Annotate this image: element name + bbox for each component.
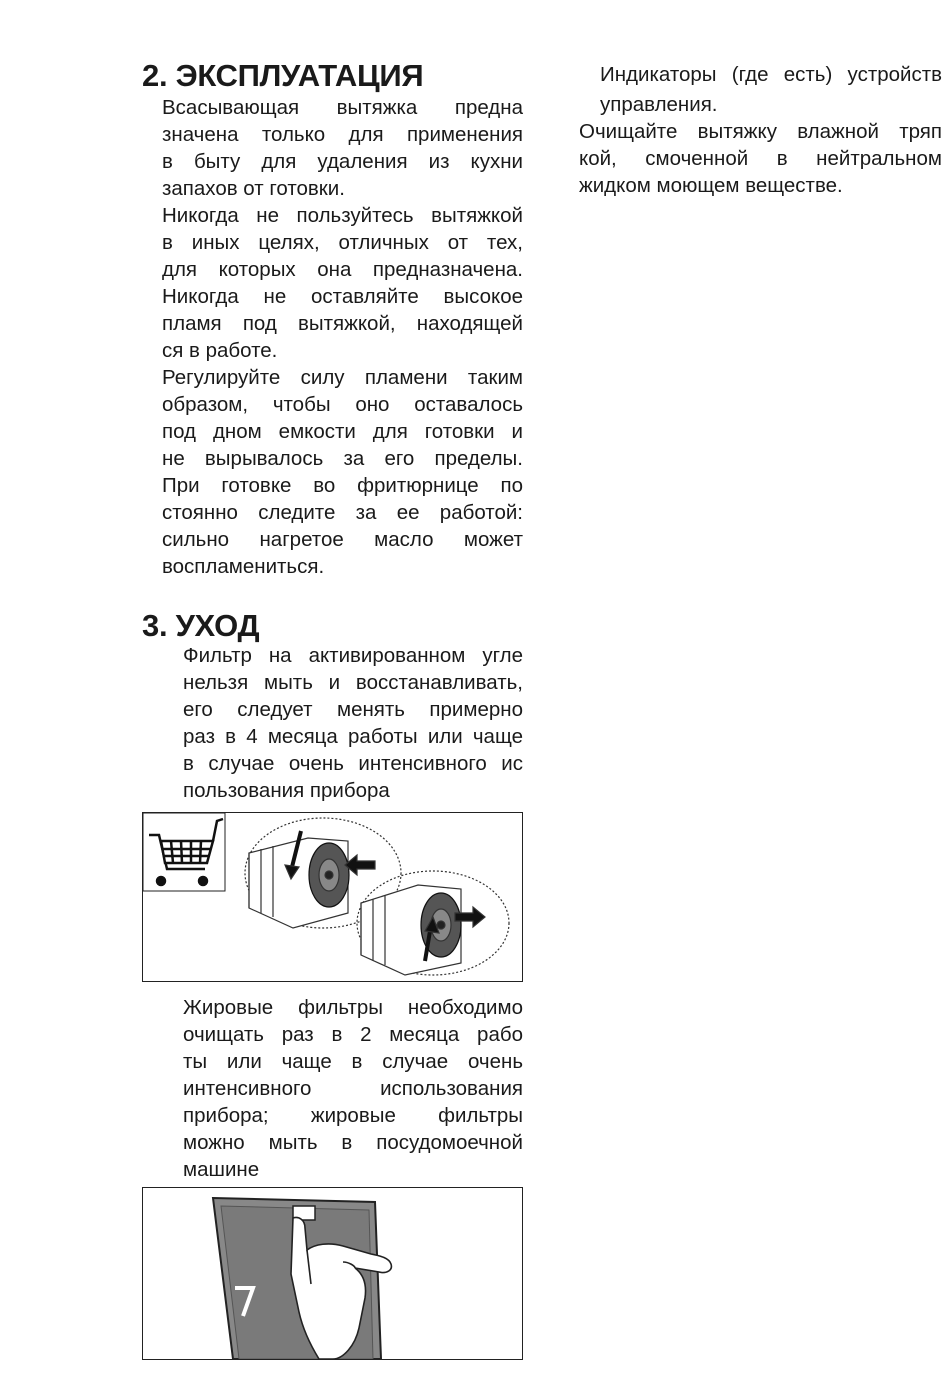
text-line: Никогда не пользуйтесь вытяжкой: [162, 204, 523, 227]
section-2-text: [162, 94, 523, 580]
text-line: образом, чтобы оно оставалось: [162, 393, 523, 416]
carbon-filter-figure: [142, 812, 523, 982]
text-line: Никогда не оставляйте высокое: [162, 285, 523, 308]
text-line: прибора; жировые фильтры: [183, 1104, 523, 1127]
text-line: нельзя мыть и восстанавливать,: [183, 671, 523, 694]
text-line: Фильтр на активированном угле: [183, 644, 523, 667]
text-line: При готовке во фритюрнице по: [162, 474, 523, 497]
text-line: пламя под вытяжкой, находящей: [162, 312, 523, 335]
text-line: значена только для применения: [162, 123, 523, 146]
text-line: управления.: [600, 93, 718, 116]
text-line: для которых она предназначена.: [162, 258, 523, 281]
text-line: очищать раз в 2 месяца рабо: [183, 1023, 523, 1046]
text-line: ся в работе.: [162, 339, 278, 362]
text-line: Регулируйте силу пламени таким: [162, 366, 523, 389]
grease-filter-figure: [142, 1187, 523, 1360]
text-line: в иных целях, отличных от тех,: [162, 231, 523, 254]
section-3-grease-filter-text: [183, 994, 523, 1183]
text-line: интенсивного использования: [183, 1077, 523, 1100]
text-line: Индикаторы (где есть) устройств: [600, 63, 942, 86]
text-line: воспламениться.: [162, 555, 325, 578]
text-line: Очищайте вытяжку влажной тряп: [579, 120, 942, 143]
text-line: раз в 4 месяца работы или чаще: [183, 725, 523, 748]
text-line: можно мыть в посудомоечной: [183, 1131, 523, 1154]
text-line: пользования прибора: [183, 779, 390, 802]
section-3-title: 3. УХОД: [142, 608, 260, 643]
text-line: его следует менять примерно: [183, 698, 523, 721]
text-line: стоянно следите за ее работой:: [162, 501, 523, 524]
text-line: в случае очень интенсивного ис: [183, 752, 523, 775]
text-line: не вырывалось за его пределы.: [162, 447, 523, 470]
section-2-title: 2. ЭКСПЛУАТАЦИЯ: [142, 58, 424, 93]
section-3-carbon-filter-text: [183, 642, 523, 804]
text-line: под дном емкости для готовки и: [162, 420, 523, 443]
motor-illustration-2: [357, 871, 509, 975]
text-line: кой, смоченной в нейтральном: [579, 147, 942, 170]
indicators-text: [600, 60, 942, 120]
cleaning-text: [579, 118, 942, 199]
text-line: сильно нагретое масло может: [162, 528, 523, 551]
text-line: запахов от готовки.: [162, 177, 345, 200]
text-line: Всасывающая вытяжка предна: [162, 96, 523, 119]
text-line: Жировые фильтры необходимо: [183, 996, 523, 1019]
text-line: жидком моющем веществе.: [579, 174, 843, 197]
text-line: ты или чаще в случае очень: [183, 1050, 523, 1073]
text-line: в быту для удаления из кухни: [162, 150, 523, 173]
text-line: машине: [183, 1158, 260, 1181]
